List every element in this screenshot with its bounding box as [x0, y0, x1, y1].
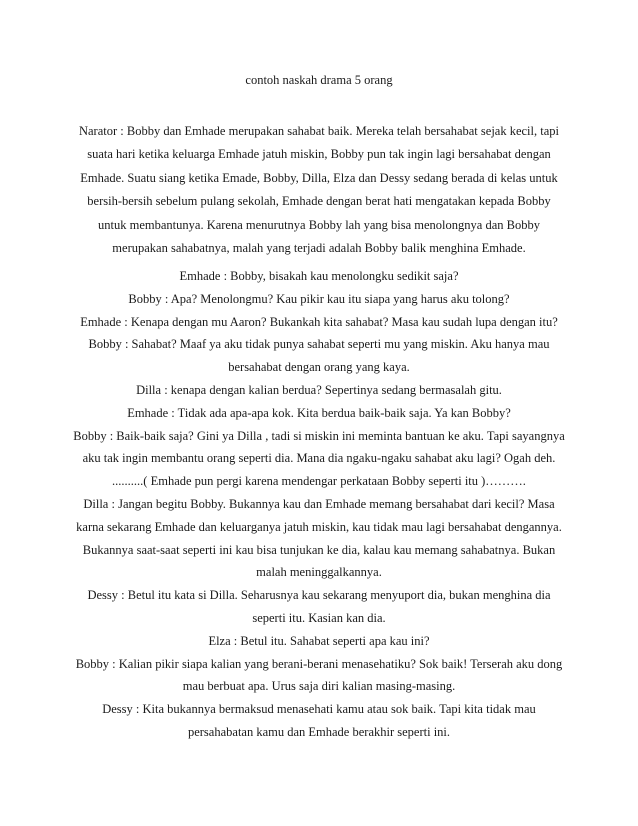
- dialogue-block: [70, 265, 568, 744]
- document-title: contoh naskah drama 5 orang: [245, 73, 393, 87]
- dialogue-line-bobby-2: Bobby : Sahabat? Maaf ya aku tidak punya sahabat seperti mu yang miskin. Aku hanya mau bersahabat dengan orang yang kaya.: [88, 337, 550, 375]
- dialogue-line-dessy-2: Dessy : Kita bukannya bermaksud menasehati kamu atau sok baik. Tapi kita tidak mau persahabatan kamu dan Emhade berakhir seperti ini.: [102, 702, 536, 739]
- dialogue-line-bobby-4: Bobby : Kalian pikir siapa kalian yang berani-berani menasehatiku? Sok baik! Terserah aku dong mau berbuat apa. Urus saja diri kalian masing-masing.: [75, 656, 563, 694]
- dialogue-line-dilla-2: Dilla : Jangan begitu Bobby. Bukannya kau dan Emhade memang bersahabat dari kecil? Masa karna sekarang Emhade dan keluarganya jatuh miskin, kau tidak mau lagi bersahabat dengannya. Bukannya saat-saat seperti ini kau bisa tunjukan ke dia, kalau kau memang sahabatnya. Bukan malah meninggalkannya.: [76, 496, 562, 580]
- dialogue-line-emhade-3: Emhade : Tidak ada apa-apa kok. Kita berdua baik-baik saja. Ya kan Bobby?: [127, 405, 511, 420]
- dialogue-line-bobby-1: Bobby : Apa? Menolongmu? Kau pikir kau itu siapa yang harus aku tolong?: [128, 291, 510, 306]
- stage-direction: ..........( Emhade pun pergi karena mendengar perkataan Bobby seperti itu )……….: [112, 474, 526, 489]
- narrator-paragraph: Narator : Bobby dan Emhade merupakan sahabat baik. Mereka telah bersahabat sejak kecil, tapi suata hari ketika keluarga Emhade jatuh miskin, Bobby pun tak ingin lagi bersahabat dengan Emhade. Suatu siang ketika Emade, Bobby, Dilla, Elza dan Dessy sedang berada di kelas untuk bersih-bersih sebelum pulang sekolah, Emhade dengan berat hati mengatakan kepada Bobby untuk membantunya. Karena menurutnya Bobby lah yang bisa menolongnya dan Bobby merupakan sahabatnya, malah yang terjadi adalah Bobby balik menghina Emhade.: [78, 124, 560, 256]
- dialogue-line-bobby-3: Bobby : Baik-baik saja? Gini ya Dilla , tadi si miskin ini meminta bantuan ke aku. Tapi sayangnya aku tak ingin membantu orang seperti dia. Mana dia ngaku-ngaku sahabat aku lagi? Ogah deh.: [73, 428, 565, 466]
- dialogue-line-dessy-1: Dessy : Betul itu kata si Dilla. Seharusnya kau sekarang menyuport dia, bukan menghina dia seperti itu. Kasian kan dia.: [87, 588, 551, 625]
- dialogue-line-emhade-2: Emhade : Kenapa dengan mu Aaron? Bukankah kita sahabat? Masa kau sudah lupa dengan itu?: [80, 314, 558, 329]
- dialogue-line-dilla-1: Dilla : kenapa dengan kalian berdua? Sepertinya sedang bermasalah gitu.: [136, 382, 502, 397]
- dialogue-line-emhade-1: Emhade : Bobby, bisakah kau menolongku sedikit saja?: [179, 269, 459, 283]
- dialogue-line-elza-1: Elza : Betul itu. Sahabat seperti apa kau ini?: [208, 633, 430, 648]
